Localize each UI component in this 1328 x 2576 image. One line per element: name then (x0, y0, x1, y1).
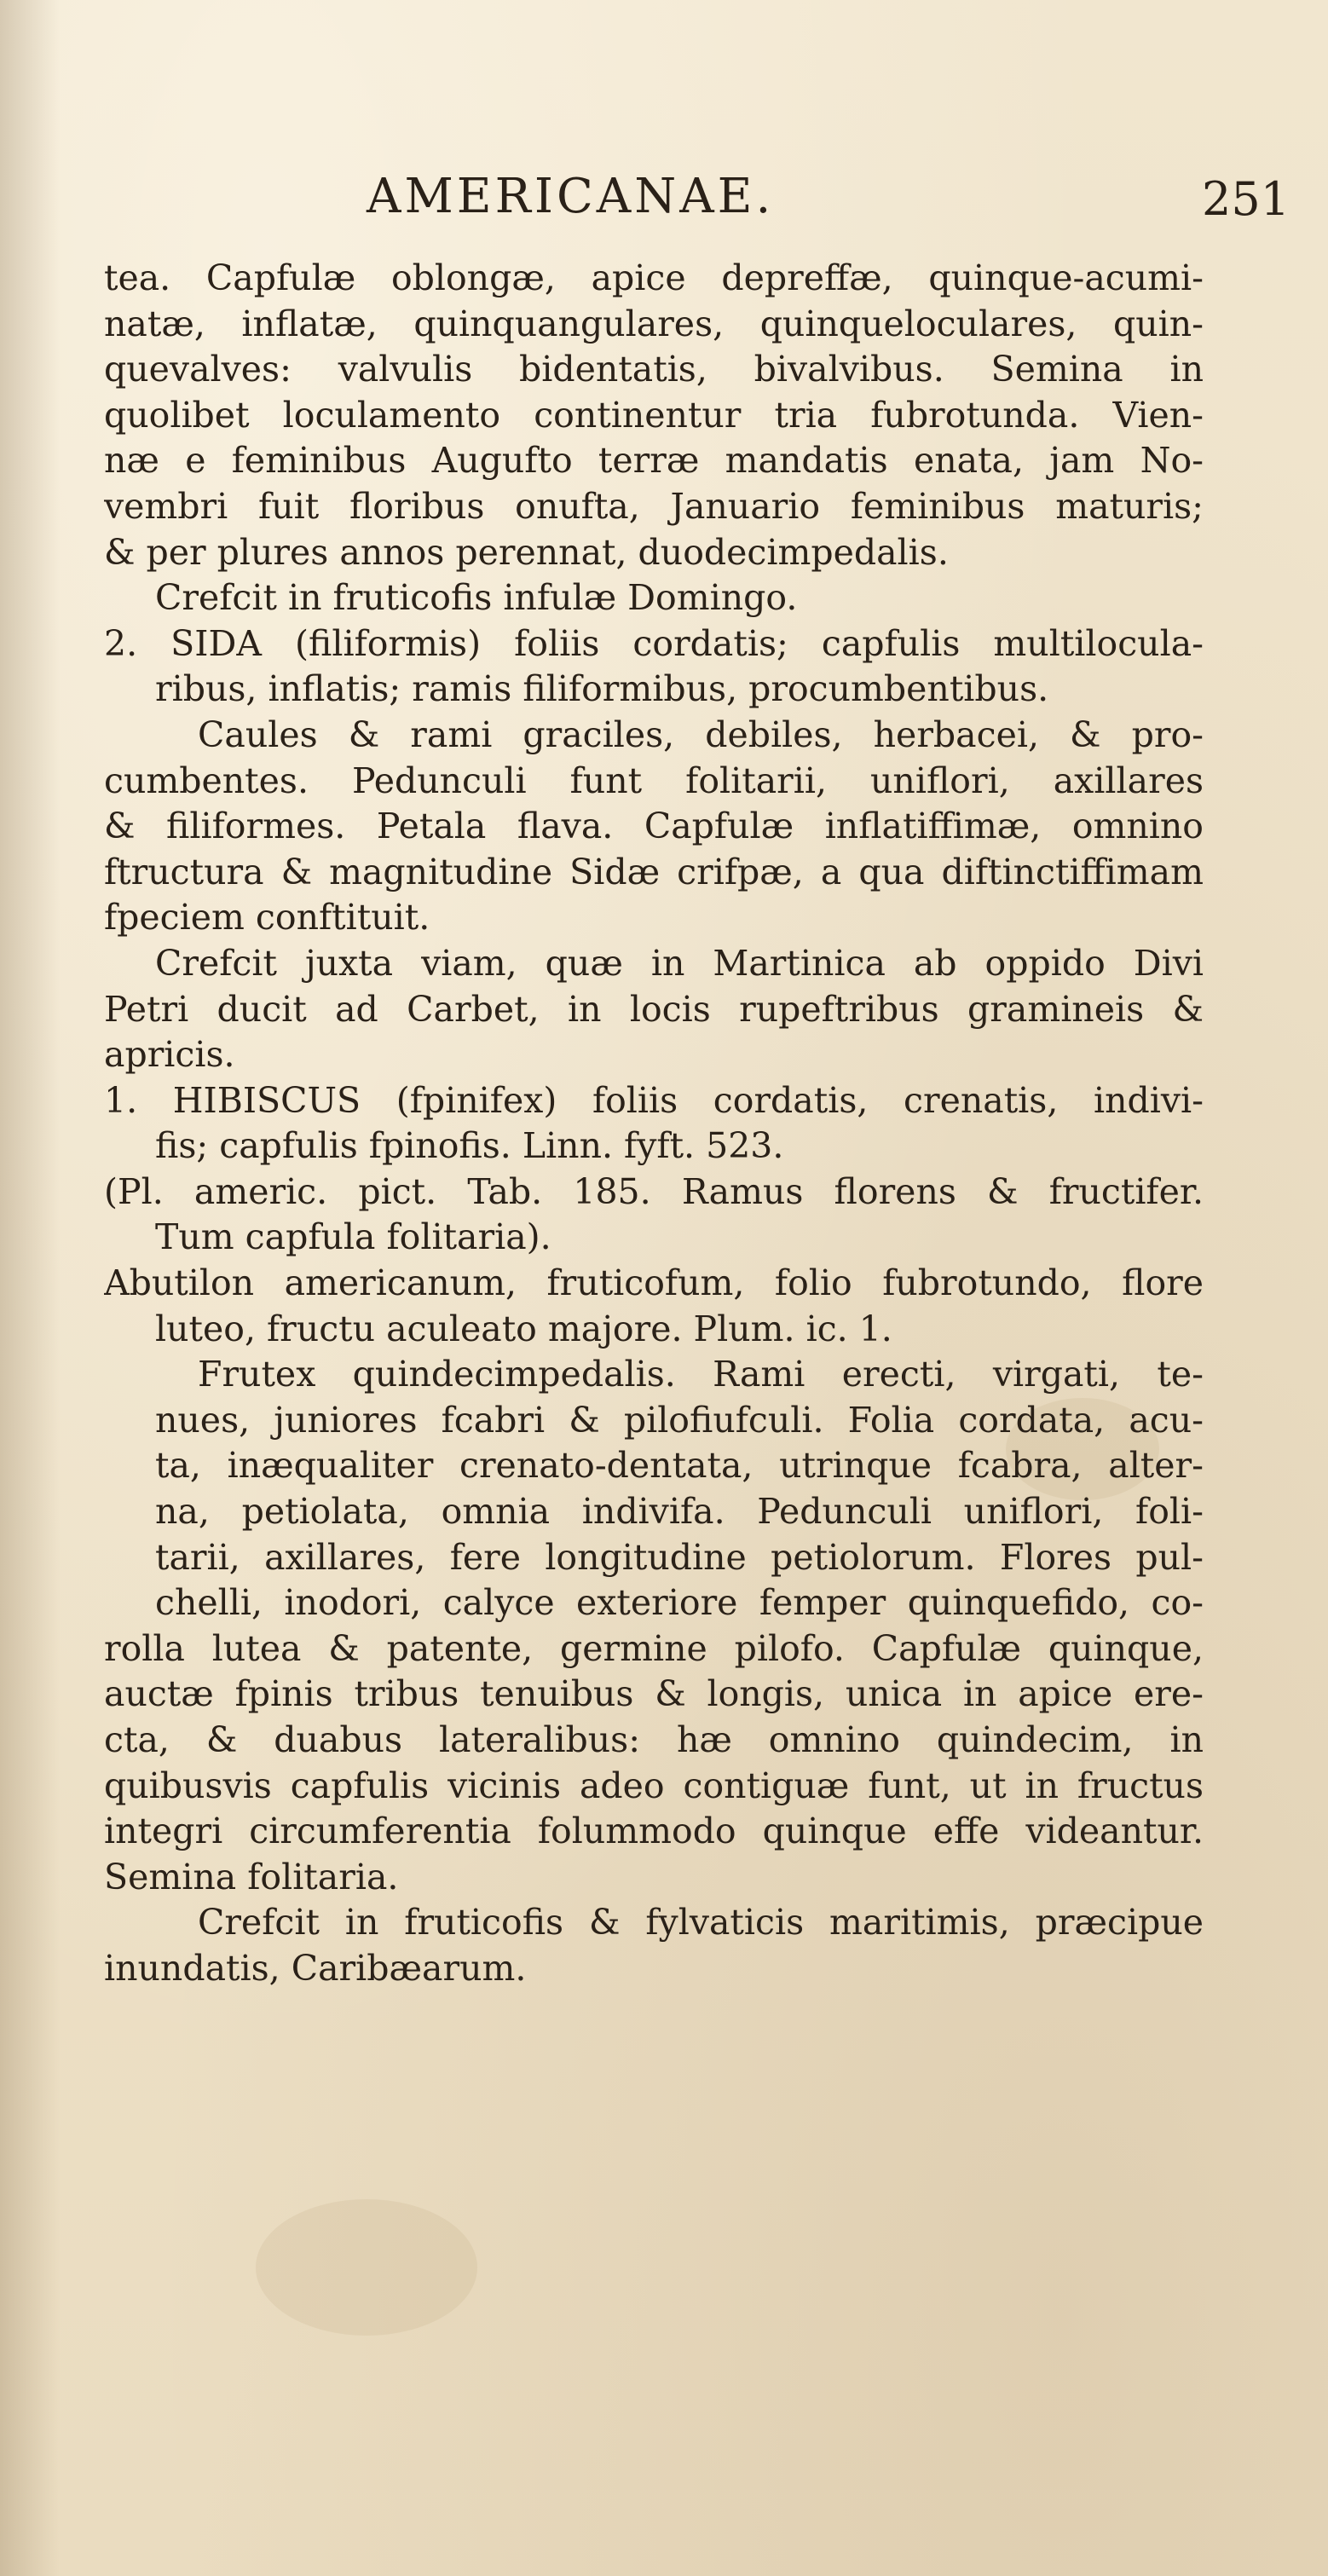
text-line: (Pl. americ. pict. Tab. 185. Ramus florens & fructifer. (104, 1170, 1204, 1212)
text-line: ta, inæqualiter crenato-dentata, utrinque fcabra, alter- (155, 1445, 1204, 1487)
text-line: cta, & duabus lateralibus: hæ omnino quindecim, in (104, 1719, 1204, 1760)
text-line: Frutex quindecimpedalis. Rami erecti, virgati, te- (198, 1354, 1204, 1395)
text-line: vembri fuit floribus onufta, Januario feminibus maturis; (104, 485, 1204, 527)
text-line: cumbentes. Pedunculi funt folitarii, uniflori, axillares (104, 760, 1204, 801)
text-line: tarii, axillares, fere longitudine petiolorum. Flores pul- (155, 1536, 1204, 1578)
text-line: Caules & rami graciles, debiles, herbacei, & pro- (198, 713, 1204, 755)
text-line: apricis. (104, 1034, 235, 1076)
text-line: rolla lutea & patente, germine pilofo. Capfulæ quinque, (104, 1627, 1204, 1669)
text-line: & filiformes. Petala flava. Capfulæ inflatiffimæ, omnino (104, 806, 1204, 847)
text-line: quibusvis capfulis vicinis adeo contiguæ funt, ut in fructus (104, 1765, 1204, 1806)
habitat-line: Crefcit juxta viam, quæ in Martinica ab oppido Divi (155, 942, 1204, 984)
text-line: integri circumferentia folummodo quinque effe videantur. (104, 1811, 1204, 1852)
running-head: AMERICANAE. (367, 169, 775, 224)
page-header (0, 160, 1328, 228)
text-line: inundatis, Caribæarum. (104, 1947, 527, 1989)
text-line: luteo, fructu aculeato majore. Plum. ic. 1. (155, 1308, 892, 1349)
page-gutter-shadow (0, 0, 60, 2576)
text-line: nues, juniores fcabri & pilofiufculi. Folia cordata, acu- (155, 1399, 1204, 1441)
habitat-line: Crefcit in fruticofis & fylvaticis maritimis, præcipue (198, 1902, 1204, 1944)
species-heading-hibiscus: 1. HIBISCUS (fpinifex) foliis cordatis, crenatis, indivi- (104, 1079, 1204, 1121)
text-line: auctæ fpinis tribus tenuibus & longis, unica in apice ere- (104, 1673, 1204, 1715)
text-line: chelli, inodori, calyce exteriore femper quinquefido, co- (155, 1582, 1204, 1624)
text-line: na, petiolata, omnia indivifa. Pedunculi uniflori, foli- (155, 1491, 1204, 1533)
text-line: natæ, inflatæ, quinquangulares, quinqueloculares, quin- (104, 303, 1204, 344)
text-line: quevalves: valvulis bidentatis, bivalvibus. Semina in (104, 349, 1204, 390)
species-heading-sida: 2. SIDA (filiformis) foliis cordatis; capfulis multilocula- (104, 622, 1204, 664)
text-line: ribus, inflatis; ramis filiformibus, procumbentibus. (155, 668, 1049, 710)
paper-stain (256, 2199, 477, 2336)
text-line: quolibet loculamento continentur tria fubrotunda. Vien- (104, 394, 1204, 436)
text-line: ftructura & magnitudine Sidæ crifpæ, a qua diftinctiffimam (104, 851, 1204, 892)
body-text (104, 256, 1204, 1992)
text-line: Petri ducit ad Carbet, in locis rupeftribus gramineis & (104, 988, 1204, 1030)
text-line: Tum capfula folitaria). (155, 1216, 551, 1258)
text-line: fis; capfulis fpinofis. Linn. fyft. 523. (155, 1125, 784, 1167)
habitat-line: Crefcit in fruticofis infulæ Domingo. (155, 577, 798, 619)
page-number: 251 (1202, 172, 1290, 226)
text-line: fpeciem conftituit. (104, 897, 430, 939)
text-line: & per plures annos perennat, duodecimpedalis. (104, 531, 949, 573)
synonym-line: Abutilon americanum, fruticofum, folio fubrotundo, flore (104, 1262, 1204, 1304)
text-line: næ e feminibus Augufto terræ mandatis enata, jam No- (104, 440, 1204, 482)
text-line: Semina folitaria. (104, 1856, 399, 1897)
text-line: tea. Capfulæ oblongæ, apice depreffæ, quinque-acumi- (104, 257, 1204, 298)
